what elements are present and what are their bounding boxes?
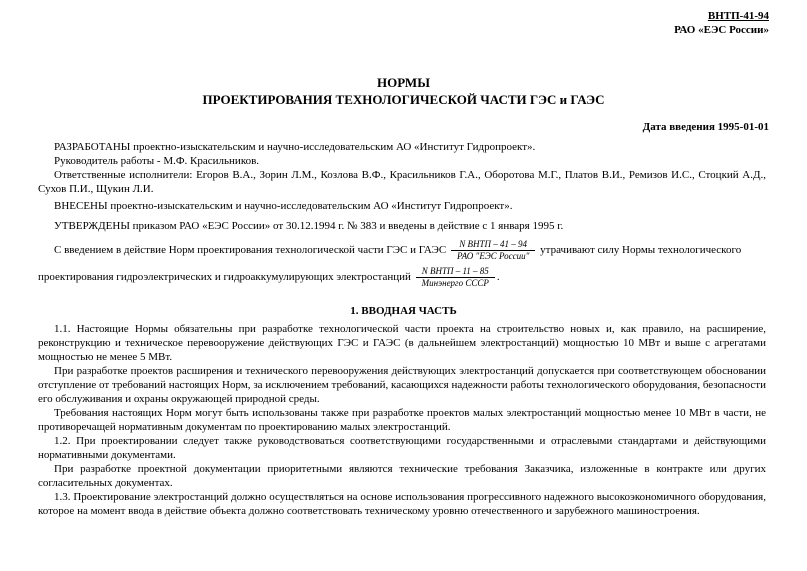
executors-paragraph: Ответственные исполнители: Егоров В.А., Зорин Л.М., Козлова В.Ф., Красильников Г.А., Оборотова М.Г., Платов В.И., Ремизов И.С., Стоцкий А.Д., Сухов П.И., Щукин Л.И. [38, 169, 766, 195]
replacement-text-4: . [496, 271, 500, 284]
document-organization: РАО «ЕЭС России» [674, 24, 769, 36]
paragraph-1-1-extension: При разработке проектов расширения и технического перевооружения действующих электростанций допускается при соответствующем обосновании отступление от требований настоящих Норм, за исключением требований, касающихся надежности работы технологического оборудования, безопасности его обслуживания и охраны окружающей природной среды. [38, 365, 766, 405]
paragraph-1-2-priority: При разработке проектной документации приоритетными являются технические требования Заказчика, изложенные в контракте или других согласительных документах. [38, 463, 766, 489]
section-1-title: 1. ВВОДНАЯ ЧАСТЬ [350, 305, 457, 317]
fraction-2-denominator: Минэнерго СССР [416, 277, 495, 289]
fraction-1-denominator: РАО "ЕЭС России" [451, 250, 535, 262]
introduction-date: Дата введения 1995-01-01 [642, 121, 769, 133]
paragraph-1-1-small-plants: Требования настоящих Норм могут быть использованы также при разработке проектов малых электростанций мощностью менее 10 МВт в части, не противоречащей нормативным документам по проектированию малых электростанций. [38, 407, 766, 433]
document-code: ВНТП-41-94 [707, 10, 769, 22]
replacement-text-3: проектирования гидроэлектрических и гидроаккумулирующих электростанций [38, 271, 411, 284]
fraction-1-numerator: N ВНТП – 41 – 94 [459, 239, 528, 249]
paragraph-1-3: 1.3. Проектирование электростанций должно осуществляться на основе использования прогрессивного надежного высокоэкономичного оборудования, которое на момент ввода в действие объекта должно соответствовать техническому уровню отечественного и зарубежного машиностроения. [38, 491, 766, 517]
document-code-block [674, 9, 769, 37]
replacement-text-2: утрачивают силу Нормы технологического [540, 244, 742, 257]
approved-paragraph: УТВЕРЖДЕНЫ приказом РАО «ЕЭС России» от 30.12.1994 г. № 383 и введены в действие с 1 января 1995 г. [54, 220, 564, 232]
replacement-line-2 [38, 266, 766, 289]
fraction-vntp-41-94 [451, 239, 535, 262]
introduced-paragraph: ВНЕСЕНЫ проектно-изыскательским и научно-исследовательским АО «Институт Гидропроект». [54, 200, 513, 212]
work-head-paragraph: Руководитель работы - М.Ф. Красильников. [54, 155, 260, 167]
replacement-line-1 [54, 239, 766, 262]
document-title [0, 74, 807, 108]
title-line-2: ПРОЕКТИРОВАНИЯ ТЕХНОЛОГИЧЕСКОЙ ЧАСТИ ГЭС и ГАЭС [202, 92, 605, 107]
paragraph-1-2: 1.2. При проектировании следует также руководствоваться соответствующими государственными и отраслевыми стандартами и действующими нормативными документами. [38, 435, 766, 461]
fraction-vntp-11-85 [416, 266, 495, 289]
paragraph-1-1: 1.1. Настоящие Нормы обязательны при разработке технологической части проекта на строительство новых и, как правило, на расширение, реконструкцию и техническое перевооружение действующих ГЭС и ГАЭС (в дальнейшем электростанций) мощностью 10 МВт и выше с агрегатами мощностью не менее 5 МВт. [38, 323, 766, 363]
replacement-text-1: С введением в действие Норм проектирования технологической части ГЭС и ГАЭС [54, 244, 447, 257]
title-line-1: НОРМЫ [377, 75, 430, 90]
developed-paragraph: РАЗРАБОТАНЫ проектно-изыскательским и научно-исследовательским АО «Институт Гидропроект». [54, 141, 536, 153]
fraction-2-numerator: N ВНТП – 11 – 85 [421, 266, 489, 276]
